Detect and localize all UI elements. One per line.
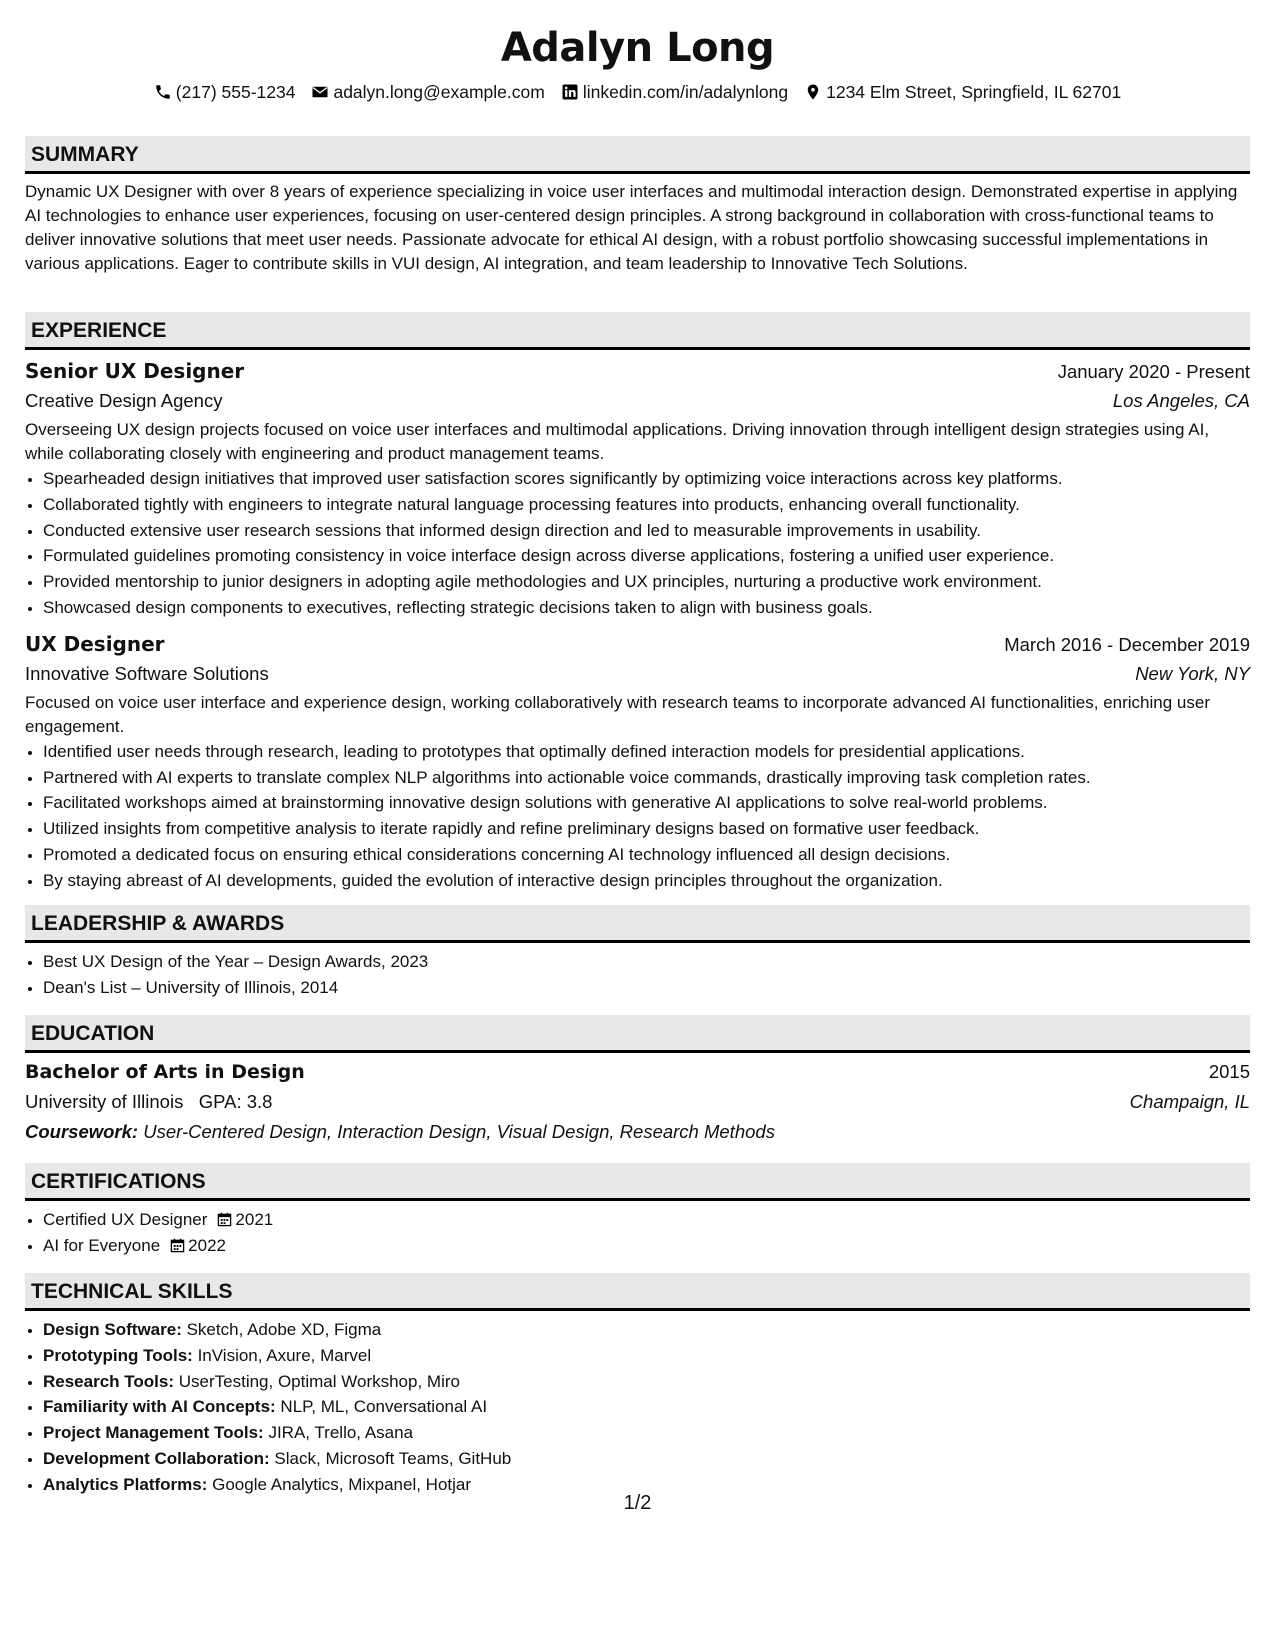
coursework [25,1117,1250,1147]
skill-value: InVision, Axure, Marvel [197,1345,372,1365]
skill-value: Slack, Microsoft Teams, GitHub [274,1448,512,1468]
skill-label: Familiarity with AI Concepts: [43,1397,276,1417]
candidate-name: Adalyn Long [500,25,775,71]
list-item [43,1207,1250,1233]
phone-icon [154,83,172,101]
skills-section [25,1273,1250,1498]
section-title: LEADERSHIP & AWARDS [25,905,1250,943]
contact-linkedin[interactable] [561,78,788,106]
education-section [25,1015,1250,1147]
list-item [43,1446,1250,1472]
phone-text: (217) 555-1234 [175,82,296,102]
awards-list [25,949,1250,1001]
address-text: 1234 Elm Street, Springfield, IL 62701 [826,82,1122,102]
job-location: Los Angeles, CA [1112,390,1250,411]
skill-value: Sketch, Adobe XD, Figma [186,1320,382,1339]
list-item [43,1420,1250,1446]
school-location: Champaign, IL [1129,1091,1250,1112]
list-item [43,1233,1250,1259]
list-item: • Showcased design components to executives, reflecting strategic decisions taken to align with business goals. [43,595,1250,621]
contact-phone [154,78,296,106]
skills-list [25,1317,1250,1498]
job-location: New York, NY [1135,662,1250,684]
list-item [43,1369,1250,1395]
degree-title: Bachelor of Arts in Design [25,1061,305,1083]
coursework-label: Coursework: [25,1121,139,1142]
job-bullets [25,739,1250,894]
section-title: SUMMARY [25,136,1250,174]
list-item [43,1394,1250,1420]
skill-label: Design Software: [43,1320,182,1339]
certification-year: 2021 [235,1210,274,1229]
awards-section [25,905,1250,1001]
job-entry [25,629,1250,894]
list-item: • Provided mentorship to junior designers in adopting agile methodologies and UX principles, nurturing a productive work environment. [43,569,1250,595]
company-name: Innovative Software Solutions [25,662,269,684]
skill-value: JIRA, Trello, Asana [268,1423,414,1443]
section-title: EDUCATION [25,1015,1250,1053]
email-text[interactable]: adalyn.long@example.com [333,82,545,102]
gpa-text: GPA: 3.8 [198,1091,273,1112]
job-bullets [25,466,1250,621]
certification-name: Certified UX Designer [43,1210,208,1229]
list-item: • By staying abreast of AI developments, guided the evolution of interactive design principles throughout the organization. [43,868,1250,894]
page-number: 1/2 [623,1492,652,1514]
job-description: Focused on voice user interface and experience design, working collaboratively with research teams to incorporate advanced AI functionalities, enriching user engagement. [25,692,1210,736]
graduation-year: 2015 [1208,1061,1250,1082]
skill-value: NLP, ML, Conversational AI [280,1397,488,1417]
linkedin-icon [561,83,579,101]
list-item: • Facilitated workshops aimed at brainstorming innovative design solutions with generative AI applications to solve real-world problems. [43,790,1250,816]
skill-label: Analytics Platforms: [43,1474,208,1494]
calendar-icon [170,1238,185,1253]
list-item [43,1343,1250,1369]
list-item: • Identified user needs through research, leading to prototypes that optimally defined interaction models for presidential applications. [43,739,1250,765]
skill-value: UserTesting, Optimal Workshop, Miro [178,1371,460,1391]
certification-year: 2022 [188,1235,226,1255]
section-title: CERTIFICATIONS [25,1163,1250,1201]
company-name: Creative Design Agency [25,390,223,411]
experience-section [25,312,1250,894]
job-description: Overseeing UX design projects focused on voice user interfaces and multimodal applications. Driving innovation through intelligent design strategies using AI, while collaborating closely with engineering and product management teams. [25,420,1210,463]
certifications-list [25,1207,1250,1259]
list-item: • Best UX Design of the Year – Design Awards, 2023 [43,949,1250,975]
list-item: • Formulated guidelines promoting consistency in voice interface design across diverse applications, fostering a unified user experience. [43,543,1250,569]
section-title: EXPERIENCE [25,312,1250,350]
school-name: University of Illinois [25,1091,184,1112]
section-title: TECHNICAL SKILLS [25,1273,1250,1311]
list-item: • Collaborated tightly with engineers to integrate natural language processing features into products, enhancing overall functionality. [43,492,1250,518]
list-item: • Dean's List – University of Illinois, 2014 [43,975,1250,1001]
resume-page [25,20,1250,1494]
contact-address [804,78,1121,106]
skill-value: Google Analytics, Mixpanel, Hotjar [212,1474,472,1494]
certifications-section [25,1163,1250,1259]
job-dates: March 2016 - December 2019 [1004,633,1250,655]
list-item: • Conducted extensive user research sessions that informed design direction and led to measurable improvements in usability. [43,518,1250,544]
job-entry [25,356,1250,621]
map-pin-icon [804,83,822,101]
list-item: • Partnered with AI experts to translate complex NLP algorithms into actionable voice commands, drastically improving task completion rates. [43,765,1250,791]
summary-text: Dynamic UX Designer with over 8 years of experience specializing in voice user interfaces and multimodal interaction design. Demonstrated expertise in applying AI technologies to enhance user experiences, focusing on user-centered design principles. A strong background in collaboration with cross-functional teams to deliver innovative solutions that meet user needs. Passionate advocate for ethical AI design, with a robust portfolio showcasing successful implementations in various applications. Eager to contribute skills in VUI design, AI integration, and team leadership to Innovative Tech Solutions. [25,182,1238,273]
skill-label: Prototyping Tools: [43,1345,193,1365]
skill-label: Project Management Tools: [43,1423,264,1443]
job-dates: January 2020 - Present [1057,361,1250,382]
list-item: • Promoted a dedicated focus on ensuring ethical considerations concerning AI technology influenced all design decisions. [43,842,1250,868]
list-item: • Utilized insights from competitive analysis to iterate rapidly and refine preliminary designs based on formative user feedback. [43,816,1250,842]
envelope-icon [311,83,329,101]
calendar-icon [217,1212,232,1227]
skill-label: Research Tools: [43,1371,175,1391]
job-title: UX Designer [25,631,165,656]
linkedin-text[interactable]: linkedin.com/in/adalynlong [582,82,789,102]
job-title: Senior UX Designer [25,359,245,383]
contact-email[interactable] [311,78,544,106]
summary-section [25,136,1250,276]
coursework-text: User-Centered Design, Interaction Design, Visual Design, Research Methods [143,1121,775,1142]
list-item: • Spearheaded design initiatives that improved user satisfaction scores significantly by optimizing voice interactions across key platforms. [43,466,1250,492]
certification-name: AI for Everyone [43,1235,161,1255]
skill-label: Development Collaboration: [43,1448,270,1468]
contact-bar [25,78,1250,106]
list-item [43,1317,1250,1343]
